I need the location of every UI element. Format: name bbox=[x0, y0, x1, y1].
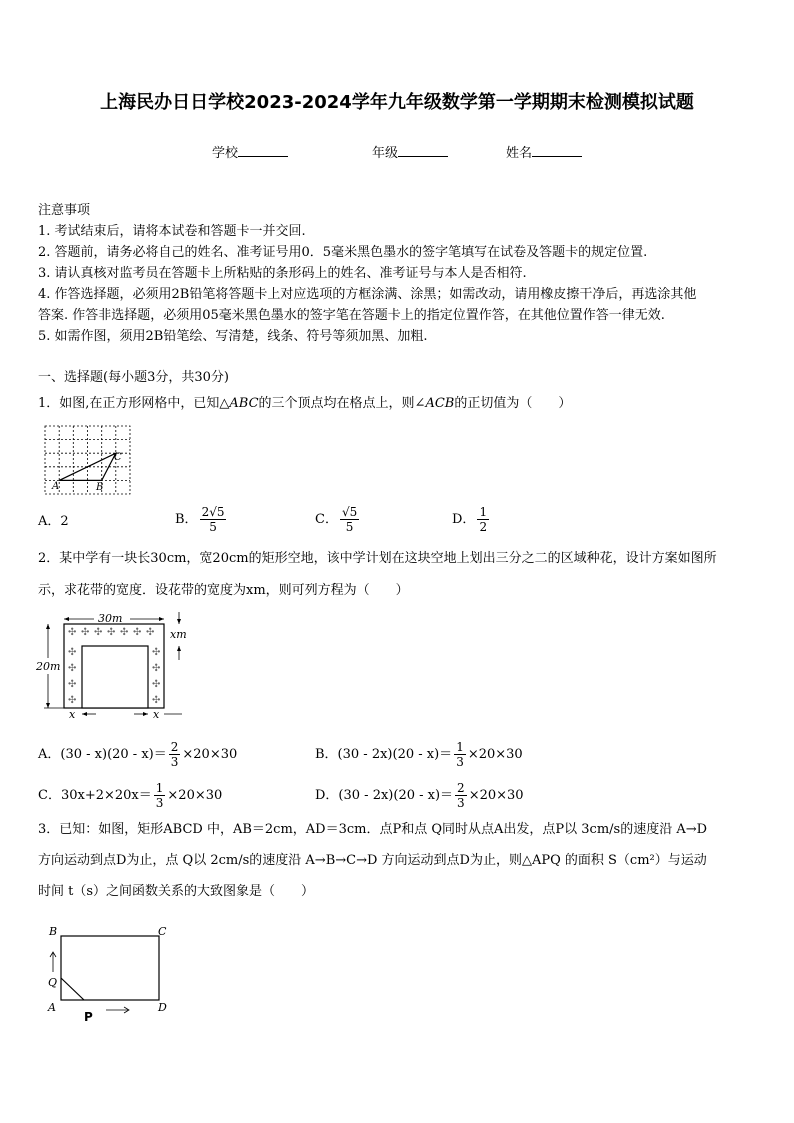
svg-text:✣: ✣ bbox=[152, 679, 161, 690]
label-a: A bbox=[48, 1001, 56, 1014]
svg-text:✣: ✣ bbox=[68, 679, 77, 690]
label-c: C bbox=[158, 925, 167, 938]
label-p: P bbox=[84, 1010, 93, 1024]
rect-abcd bbox=[61, 936, 159, 1000]
svg-text:✣: ✣ bbox=[152, 663, 161, 674]
q1-option-b: B． $\frac{2√5}{5}$ bbox=[175, 505, 225, 534]
label-c: C bbox=[114, 452, 122, 463]
question-3-line2: 方向运动到点D为止，点 Q以 2cm/s的速度沿 A→B→C→D 方向运动到点D为止，则△APQ 的面积 S（cm²）与运动 bbox=[38, 853, 707, 868]
name-label: 姓名 bbox=[506, 146, 533, 161]
question-3-line3: 时间 t（s）之间函数关系的大致图象是（ ） bbox=[38, 884, 315, 899]
q2-option-b: B．(30 - 2x)(20 - x)＝ $\frac{1}{3}$ ×20×30 bbox=[315, 740, 523, 769]
svg-text:✣: ✣ bbox=[68, 663, 77, 674]
grade-field bbox=[372, 142, 448, 161]
svg-text:✣: ✣ bbox=[81, 627, 90, 638]
label-q: Q bbox=[48, 976, 58, 989]
note-item: 4. 作答选择题，必须用2B铅笔将答题卡上对应选项的方框涂满、涂黑；如需改动，请用橡皮擦干净后，再选涂其他 bbox=[38, 287, 697, 302]
note-item: 3. 请认真核对监考员在答题卡上所粘贴的条形码上的姓名、准考证号与本人是否相符. bbox=[38, 266, 527, 281]
label-x-left: x bbox=[69, 708, 76, 721]
q2-field-figure bbox=[34, 610, 194, 722]
section-heading: 一、选择题(每小题3分，共30分) bbox=[38, 370, 229, 385]
svg-text:✣: ✣ bbox=[107, 627, 116, 638]
q2-option-c: C．30x+2×20x＝ $\frac{1}{3}$ ×20×30 bbox=[38, 781, 223, 810]
school-label: 学校 bbox=[212, 146, 239, 161]
label-30m: 30m bbox=[98, 612, 123, 625]
q1-grid-figure bbox=[44, 425, 134, 497]
svg-text:✣: ✣ bbox=[94, 627, 103, 638]
question-2-line2: 示，求花带的宽度．设花带的宽度为xm，则可列方程为（ ） bbox=[38, 583, 409, 598]
label-xm: xm bbox=[170, 628, 187, 641]
note-item: 答案. 作答非选择题，必须用05毫米黑色墨水的签字笔在答题卡上的指定位置作答，在其他位置作答一律无效. bbox=[38, 308, 665, 323]
school-field bbox=[212, 142, 288, 161]
label-d: D bbox=[158, 1001, 167, 1014]
svg-text:✣: ✣ bbox=[68, 695, 77, 706]
question-2-line1: 2．某中学有一块长30cm，宽20cm的矩形空地，该中学计划在这块空地上划出三分之二的区域种花，设计方案如图所 bbox=[38, 551, 717, 566]
segment-pq bbox=[61, 978, 84, 1000]
svg-text:✣: ✣ bbox=[133, 627, 142, 638]
svg-text:✣: ✣ bbox=[146, 627, 155, 638]
grade-label: 年级 bbox=[372, 146, 399, 161]
q2-option-a: A．(30 - x)(20 - x)＝ $\frac{2}{3}$ ×20×30 bbox=[38, 740, 238, 769]
label-20m: 20m bbox=[36, 660, 61, 673]
q1-option-a: A．2 bbox=[38, 514, 69, 529]
inner-rect bbox=[82, 646, 148, 708]
label-b: B bbox=[96, 482, 104, 493]
page-title: 上海民办日日学校2023-2024学年九年级数学第一学期期末检测模拟试题 bbox=[100, 92, 694, 113]
question-1-stem: 1．如图,在正方形网格中，已知△ABC的三个顶点均在格点上，则∠ACB的正切值为（ ） bbox=[38, 396, 572, 411]
q2-option-d: D．(30 - 2x)(20 - x)＝ $\frac{2}{3}$ ×20×30 bbox=[315, 781, 524, 810]
note-item: 2. 答题前，请务必将自己的姓名、准考证号用0．5毫米黑色墨水的签字笔填写在试卷及答题卡的规定位置. bbox=[38, 245, 648, 260]
name-field bbox=[506, 142, 582, 161]
notes-heading: 注意事项 bbox=[38, 203, 91, 218]
q3-rectangle-figure bbox=[44, 920, 184, 1030]
q1-option-d: D． $\frac{1}{2}$ bbox=[452, 505, 488, 534]
label-b: B bbox=[49, 925, 58, 938]
svg-text:✣: ✣ bbox=[68, 647, 77, 658]
note-item: 5. 如需作图，须用2B铅笔绘、写清楚，线条、符号等须加黑、加粗. bbox=[38, 329, 428, 344]
note-item: 1. 考试结束后，请将本试卷和答题卡一并交回. bbox=[38, 224, 306, 239]
q1-option-c: C． $\frac{√5}{5}$ bbox=[315, 505, 358, 534]
label-x-right: x bbox=[153, 708, 160, 721]
question-3-line1: 3．已知：如图，矩形ABCD 中，AB＝2cm，AD＝3cm．点P和点 Q同时从点A出发，点P以 3cm/s的速度沿 A→D bbox=[38, 822, 708, 837]
svg-text:✣: ✣ bbox=[68, 627, 77, 638]
svg-text:✣: ✣ bbox=[152, 695, 161, 706]
triangle-abc bbox=[59, 453, 116, 480]
svg-text:✣: ✣ bbox=[120, 627, 129, 638]
label-a: A bbox=[52, 481, 60, 492]
svg-text:✣: ✣ bbox=[152, 647, 161, 658]
